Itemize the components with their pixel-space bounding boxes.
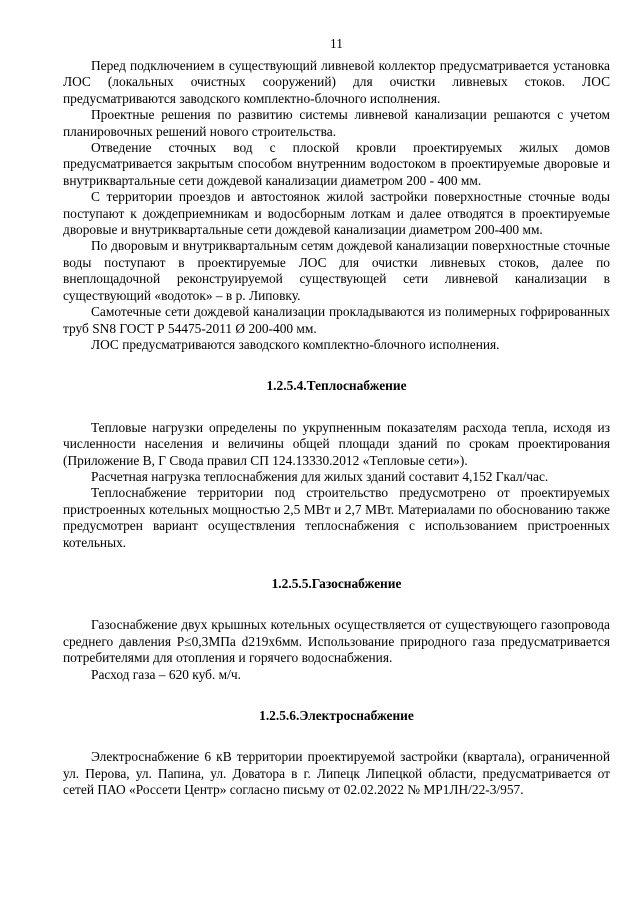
paragraph: Электроснабжение 6 кВ территории проектируемой застройки (квартала), ограниченной ул. Перова, ул. Папина, ул. Доватора в г. Липецк Липецкой области, предусматривается от сетей ПАО «Россети Центр» согласно письму от 02.02.2022 № МР1ЛН/22-3/957. [63,749,610,798]
paragraph: Теплоснабжение территории под строительство предусмотрено от проектируемых пристроенных котельных мощностью 2,5 МВт и 2,7 МВт. Материалами по обоснованию также предусмотрен вариант осуществления теплоснабжения с использованием пристроенных котельных. [63,485,610,550]
paragraph: Расчетная нагрузка теплоснабжения для жилых зданий составит 4,152 Гкал/час. [91,468,549,484]
section-heading: 1.2.5.6.Электроснабжение [259,708,414,723]
page-number: 11 [330,36,343,51]
paragraph: Газоснабжение двух крышных котельных осуществляется от существующего газопровода среднего давления P≤0,3МПа d219x6мм. Использование природного газа предусматривается потребителями для отопления и горячего водоснабжения. [63,617,610,666]
section-heading: 1.2.5.4.Теплоснабжение [266,378,407,394]
heat-supply-section [63,378,610,551]
paragraph: Расход газа – 620 куб. м/ч. [91,666,241,682]
paragraph: ЛОС предусматриваются заводского комплектно-блочного исполнения. [91,336,500,352]
storm-sewer-section [63,58,610,353]
paragraph: С территории проездов и автостоянок жилой застройки поверхностные сточные воды поступают к дождеприемникам и водосборным лоткам и далее отводятся в проектируемые дворовые и внутриквартальные сети дождевой канализации диаметром 200-400 мм. [63,189,610,238]
paragraph: Тепловые нагрузки определены по укрупненным показателям расхода тепла, исходя из численности населения и величины общей площади зданий по срокам проектирования (Приложение В, Г Свода правил СП 124.13330.2012 «Тепловые сети»). [63,419,610,468]
power-supply-section [63,708,610,799]
gas-supply-section [63,576,610,683]
paragraph: Отведение сточных вод с плоской кровли проектируемых жилых домов предусматривается закрытым способом внутренним водостоком в проектируемые дворовые и внутриквартальные сети дождевой канализации диаметром 200 - 400 мм. [63,140,610,188]
paragraph: Проектные решения по развитию системы ливневой канализации решаются с учетом планировочных решений нового строительства. [63,107,610,139]
paragraph: По дворовым и внутриквартальным сетям дождевой канализации поверхностные сточные воды поступают в проектируемые ЛОС для очистки ливневых стоков, далее по внеплощадочной реконструируемой существующей сети ливневой канализации в существующий «водоток» – в р. Липовку. [63,238,610,303]
section-heading: 1.2.5.5.Газоснабжение [271,575,402,591]
paragraph: Самотечные сети дождевой канализации прокладываются из полимерных гофрированных труб SN8 ГОСТ Р 54475-2011 Ø 200-400 мм. [63,304,610,336]
paragraph: Перед подключением в существующий ливневой коллектор предусматривается установка ЛОС (локальных очистных сооружений) для очистки ливневых стоков. ЛОС предусматриваются заводского комплектно-блочного исполнения. [63,58,610,106]
